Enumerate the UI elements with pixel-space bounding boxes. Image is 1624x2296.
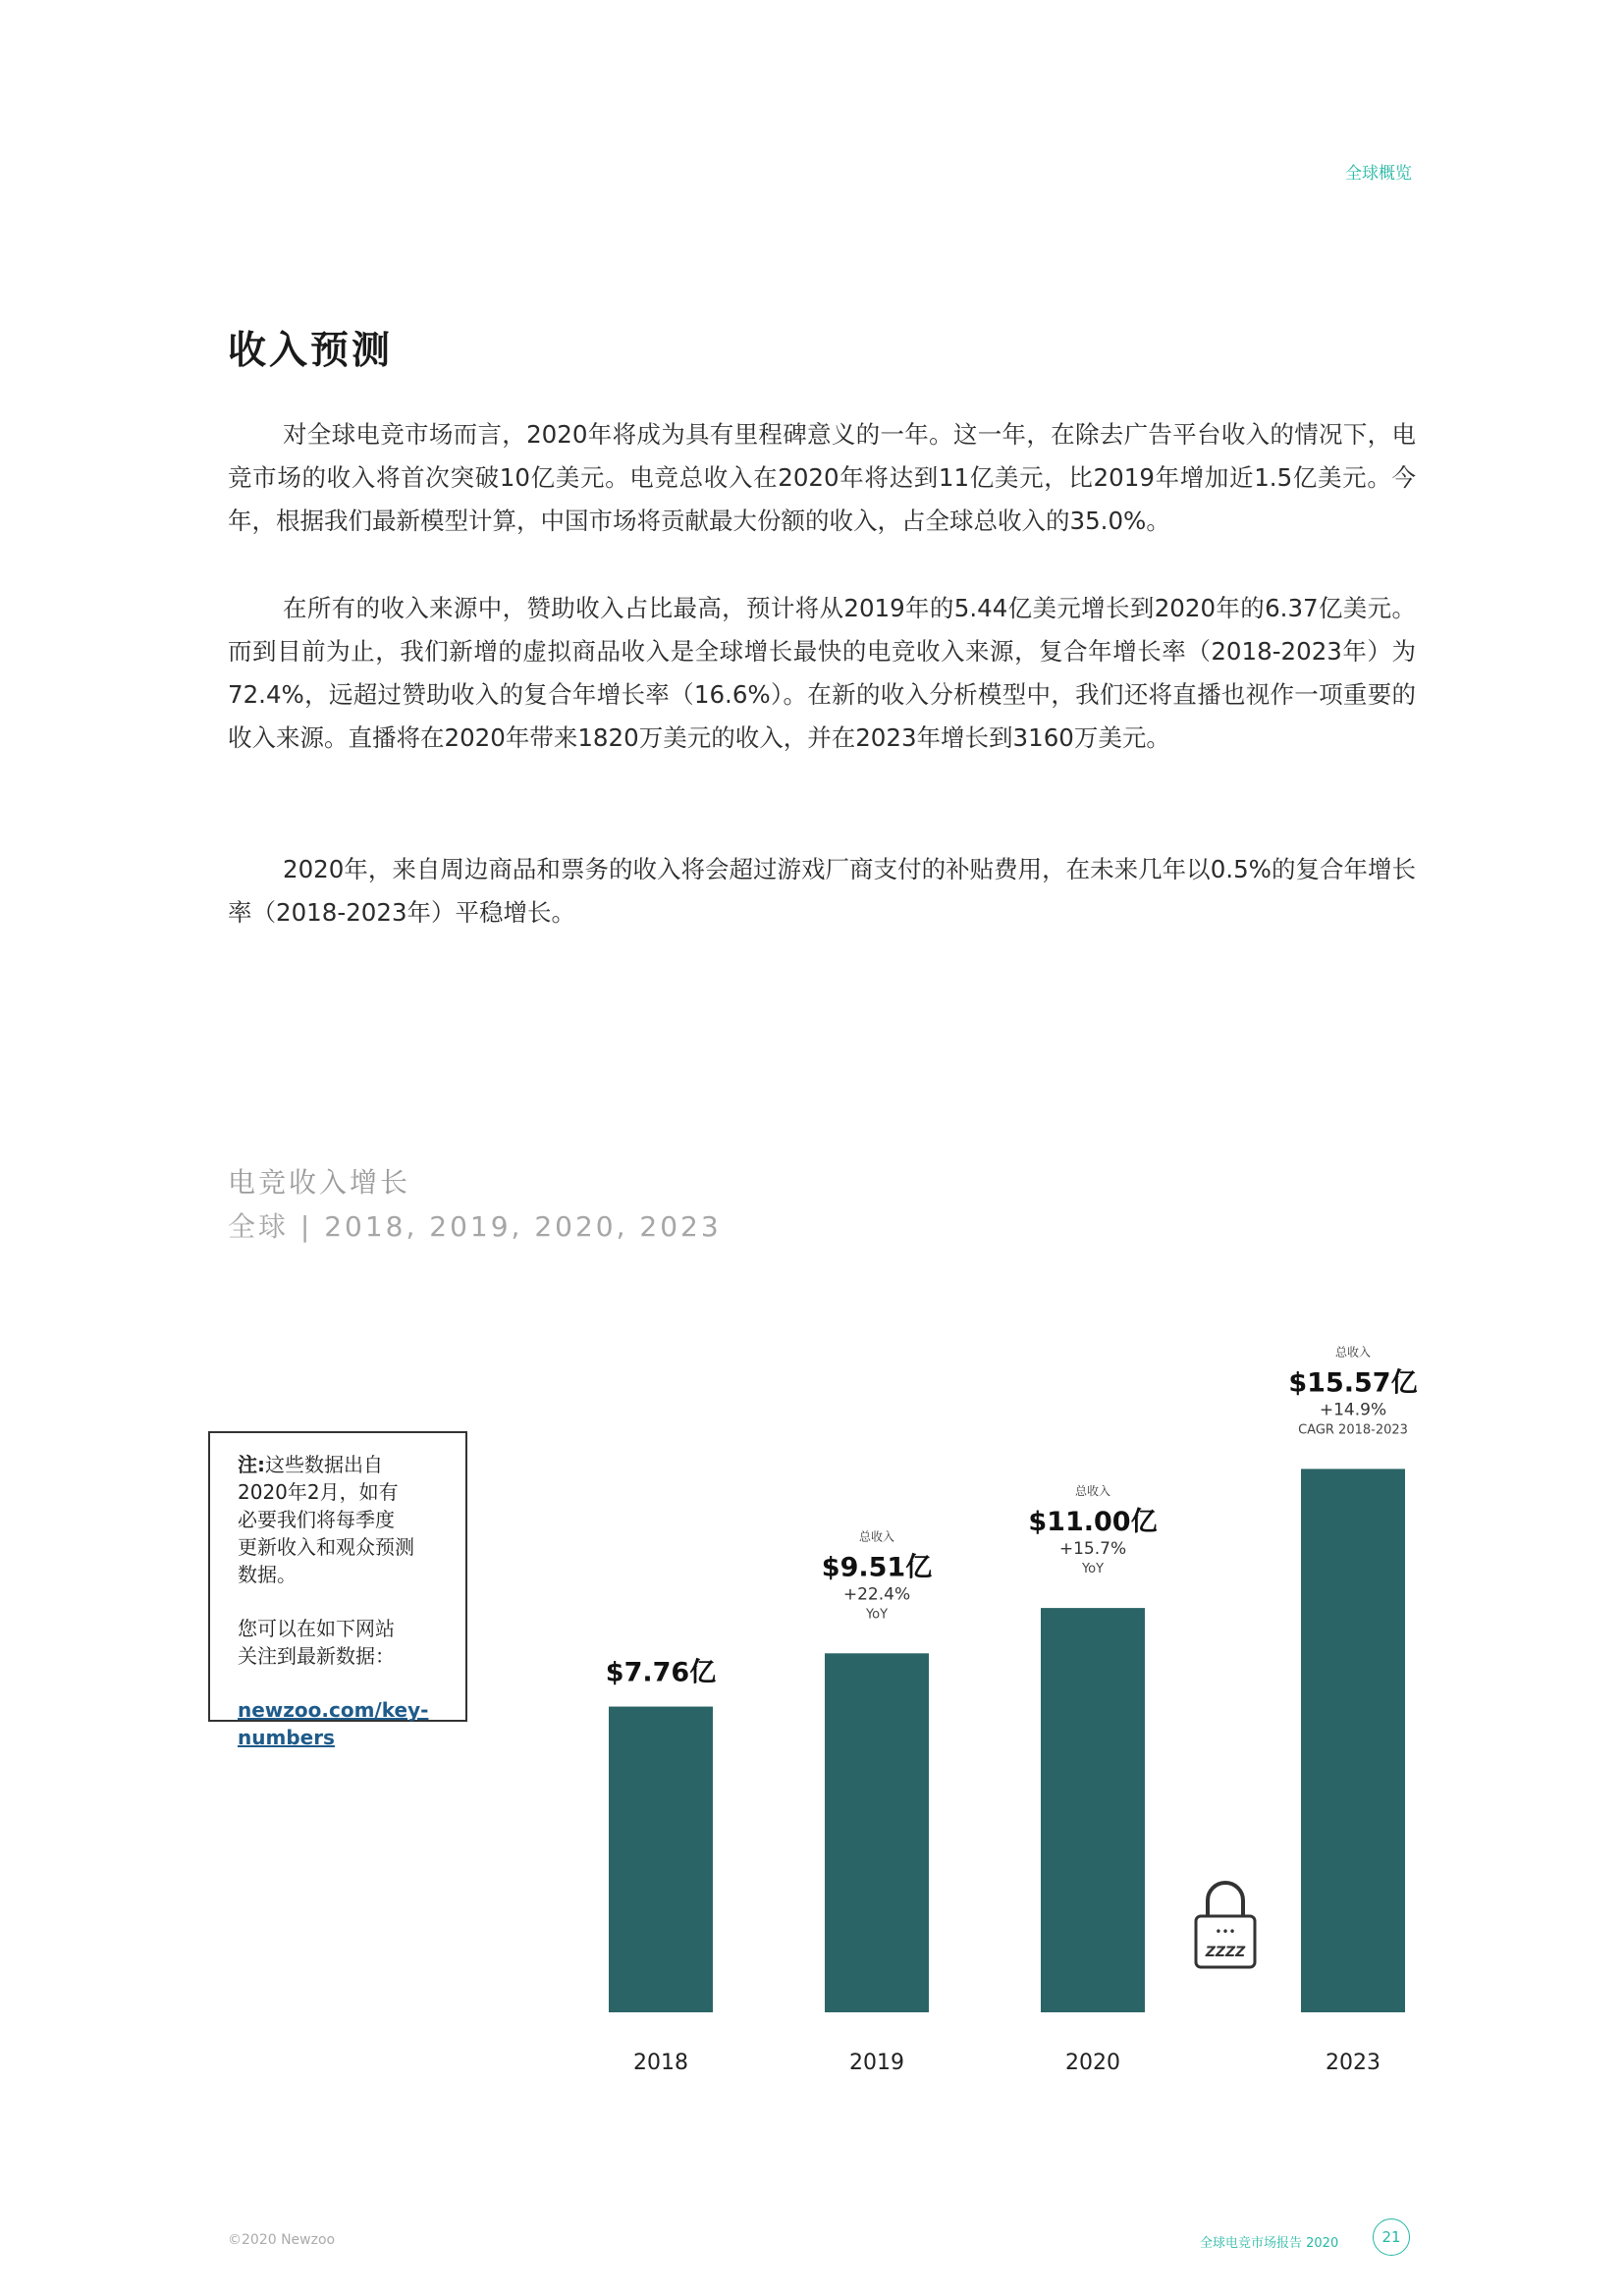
bar-2023 — [1301, 1468, 1405, 2012]
footer-copyright: ©2020 Newzoo — [228, 2232, 336, 2248]
paragraph-1: 对全球电竞市场而言，2020年将成为具有里程碑意义的一年。这一年，在除去广告平台收入的情况下，电竞市场的收入将首次突破10亿美元。电竞总收入在2020年将达到11亿美元，比2019年增加近1.5亿美元。今年，根据我们最新模型计算，中国市场将贡献最大份额的收入，占全球总收入的35.0%。 — [228, 420, 1416, 535]
value-label: $9.51亿 — [821, 1552, 933, 1583]
bar-2019 — [825, 1653, 929, 2012]
growth-label: +15.7% — [1058, 1539, 1127, 1560]
footer-report-title: 全球电竞市场报告 2020 — [1200, 2236, 1339, 2251]
note-text-line: 数据。 — [238, 1563, 297, 1586]
lock-icon — [1208, 1883, 1243, 1916]
total-revenue-label: 总收入 — [1074, 1484, 1111, 1499]
growth-note: YoY — [1081, 1562, 1105, 1577]
growth-note: YoY — [865, 1607, 889, 1623]
chart-subtitle: 全球 | 2018, 2019, 2020, 2023 — [228, 1210, 722, 1243]
section-label: 全球概览 — [1345, 164, 1412, 184]
note-box — [208, 1431, 467, 1749]
value-label: $11.00亿 — [1028, 1507, 1158, 1538]
note-follow-line: 您可以在如下网站 — [238, 1617, 395, 1640]
x-tick-label: 2023 — [1326, 2051, 1380, 2075]
lock-dots: ••• — [1215, 1925, 1236, 1939]
x-tick-label: 2019 — [849, 2051, 904, 2075]
growth-note: CAGR 2018-2023 — [1298, 1422, 1408, 1438]
total-revenue-label: 总收入 — [1334, 1345, 1372, 1360]
newzoo-link-line[interactable]: numbers — [238, 1726, 335, 1749]
newzoo-link-line[interactable]: newzoo.com/key- — [238, 1698, 429, 1722]
chart-title: 电竞收入增长 — [228, 1166, 411, 1199]
x-tick-label: 2018 — [633, 2051, 688, 2075]
note-text-line: 这些数据出自 — [265, 1453, 383, 1476]
page-number: 21 — [1373, 2218, 1410, 2256]
lock-text: ZZZZ — [1205, 1945, 1246, 1960]
newzoo-link[interactable] — [238, 1698, 428, 1749]
total-revenue-label: 总收入 — [858, 1529, 895, 1544]
section-title: 收入预测 — [228, 329, 394, 373]
note-text-line: 2020年2月，如有 — [238, 1480, 399, 1504]
note-text-line: 更新收入和观众预测 — [238, 1535, 414, 1559]
bar-2020 — [1041, 1608, 1145, 2012]
value-label: $15.57亿 — [1288, 1367, 1418, 1399]
value-label: $7.76亿 — [605, 1657, 717, 1688]
note-text-line: 必要我们将每季度 — [238, 1508, 395, 1531]
paragraph-2: 在所有的收入来源中，赞助收入占比最高，预计将从2019年的5.44亿美元增长到2020年的6.37亿美元。而到目前为止，我们新增的虚拟商品收入是全球增长最快的电竞收入来源，复合年增长率（2018-2023年）为72.4%，远超过赞助收入的复合年增长率（16.6%）。在新的收入分析模型中，我们还将直播也视作一项重要的收入来源。直播将在2020年带来1820万美元的收入，并在2023年增长到3160万美元。 — [228, 594, 1416, 752]
note-follow-line: 关注到最新数据： — [238, 1644, 395, 1668]
note-label: 注: — [238, 1453, 265, 1476]
paragraph-3: 2020年，来自周边商品和票务的收入将会超过游戏厂商支付的补贴费用，在未来几年以0.5%的复合年增长率（2018-2023年）平稳增长。 — [228, 855, 1416, 927]
growth-label: +22.4% — [842, 1584, 911, 1605]
bar-2018 — [609, 1707, 713, 2012]
growth-label: +14.9% — [1319, 1400, 1387, 1420]
x-tick-label: 2020 — [1065, 2051, 1120, 2075]
